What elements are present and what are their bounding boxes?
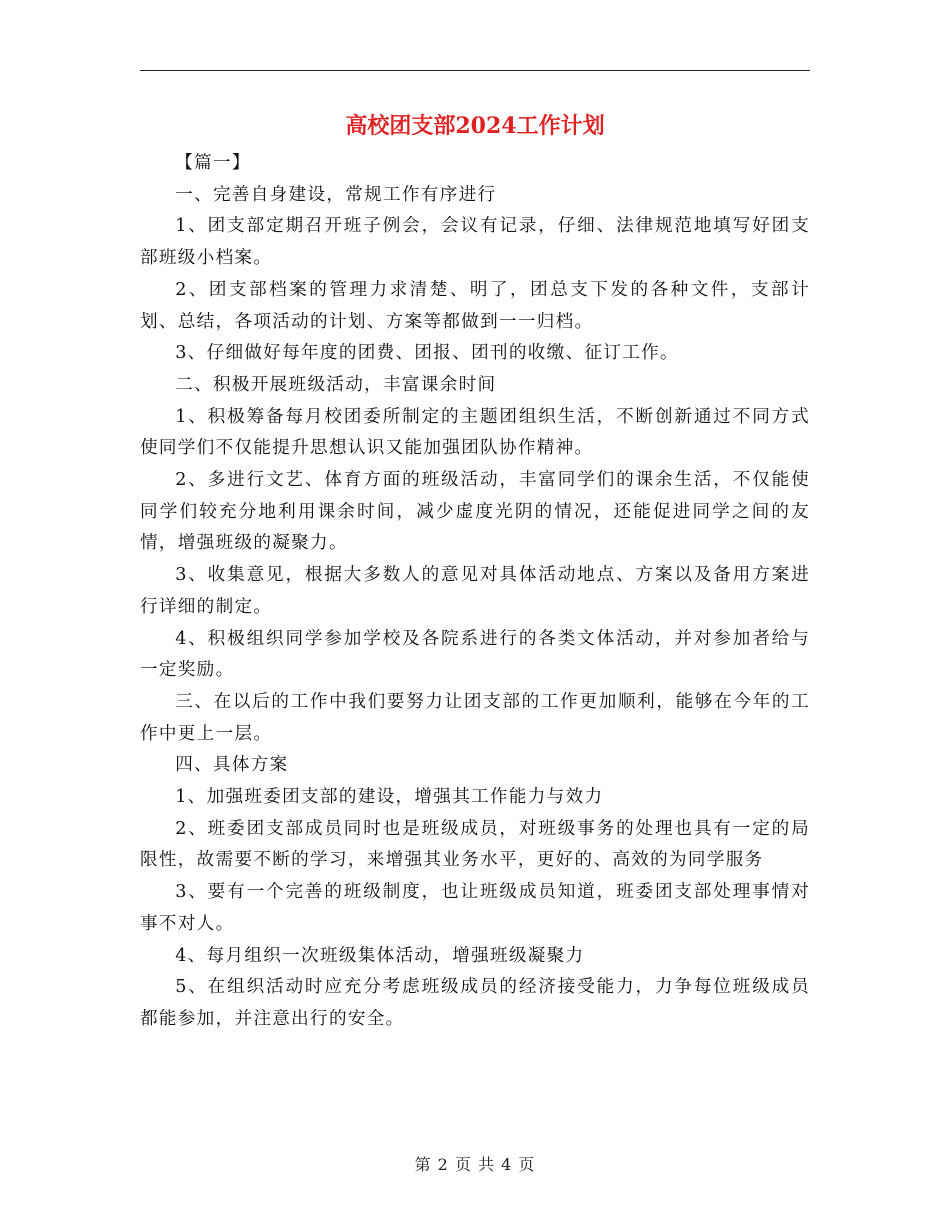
paragraph: 5、在组织活动时应充分考虑班级成员的经济接受能力，力争每位班级成员都能参加，并注意出行的安全。 <box>140 977 810 1029</box>
paragraph: 1、积极筹备每月校团委所制定的主题团组织生活，不断创新通过不同方式使同学们不仅能提升思想认识又能加强团队协作精神。 <box>140 406 810 459</box>
paragraph: 2、班委团支部成员同时也是班级成员，对班级事务的处理也具有一定的局限性，故需要不断的学习，来增强其业务水平，更好的、高效的为同学服务 <box>140 818 810 871</box>
paragraph: 2、团支部档案的管理力求清楚、明了，团总支下发的各种文件，支部计划、总结，各项活动的计划、方案等都做到一一归档。 <box>140 279 810 332</box>
paragraph: 4、积极组织同学参加学校及各院系进行的各类文体活动，并对参加者给与一定奖励。 <box>140 628 810 681</box>
section-heading-2: 二、积极开展班级活动，丰富课余时间 <box>175 374 497 395</box>
paragraph: 1、团支部定期召开班子例会，会议有记录，仔细、法律规范地填写好团支部班级小档案。 <box>140 216 810 269</box>
paragraph: 2、多进行文艺、体育方面的班级活动，丰富同学们的课余生活，不仅能使同学们较充分地利用课余时间，减少虚度光阴的情况，还能促进同学之间的友情，增强班级的凝聚力。 <box>140 470 810 554</box>
paragraph: 3、收集意见，根据大多数人的意见对具体活动地点、方案以及备用方案进行详细的制定。 <box>140 565 810 617</box>
paragraph: 3、要有一个完善的班级制度，也让班级成员知道，班委团支部处理事情对事不对人。 <box>140 882 810 934</box>
paragraph: 1、加强班委团支部的建设，增强其工作能力与效力 <box>175 787 604 808</box>
paragraph: 4、每月组织一次班级集体活动，增强班级凝聚力 <box>175 945 585 966</box>
section-heading-3: 三、在以后的工作中我们要努力让团支部的工作更加顺利，能够在今年的工作中更上一层。 <box>140 691 810 744</box>
section-heading-4: 四、具体方案 <box>175 755 289 776</box>
section-heading-1: 一、完善自身建设，常规工作有序进行 <box>175 184 497 205</box>
document-title: 高校团支部2024工作计划 <box>345 113 605 139</box>
section-label: 【篇一】 <box>175 153 251 173</box>
document-body <box>140 148 810 1036</box>
page-number: 第 2 页 共 4 页 <box>414 1155 536 1174</box>
header-rule <box>140 70 810 71</box>
paragraph: 3、仔细做好每年度的团费、团报、团刊的收缴、征订工作。 <box>175 343 679 364</box>
